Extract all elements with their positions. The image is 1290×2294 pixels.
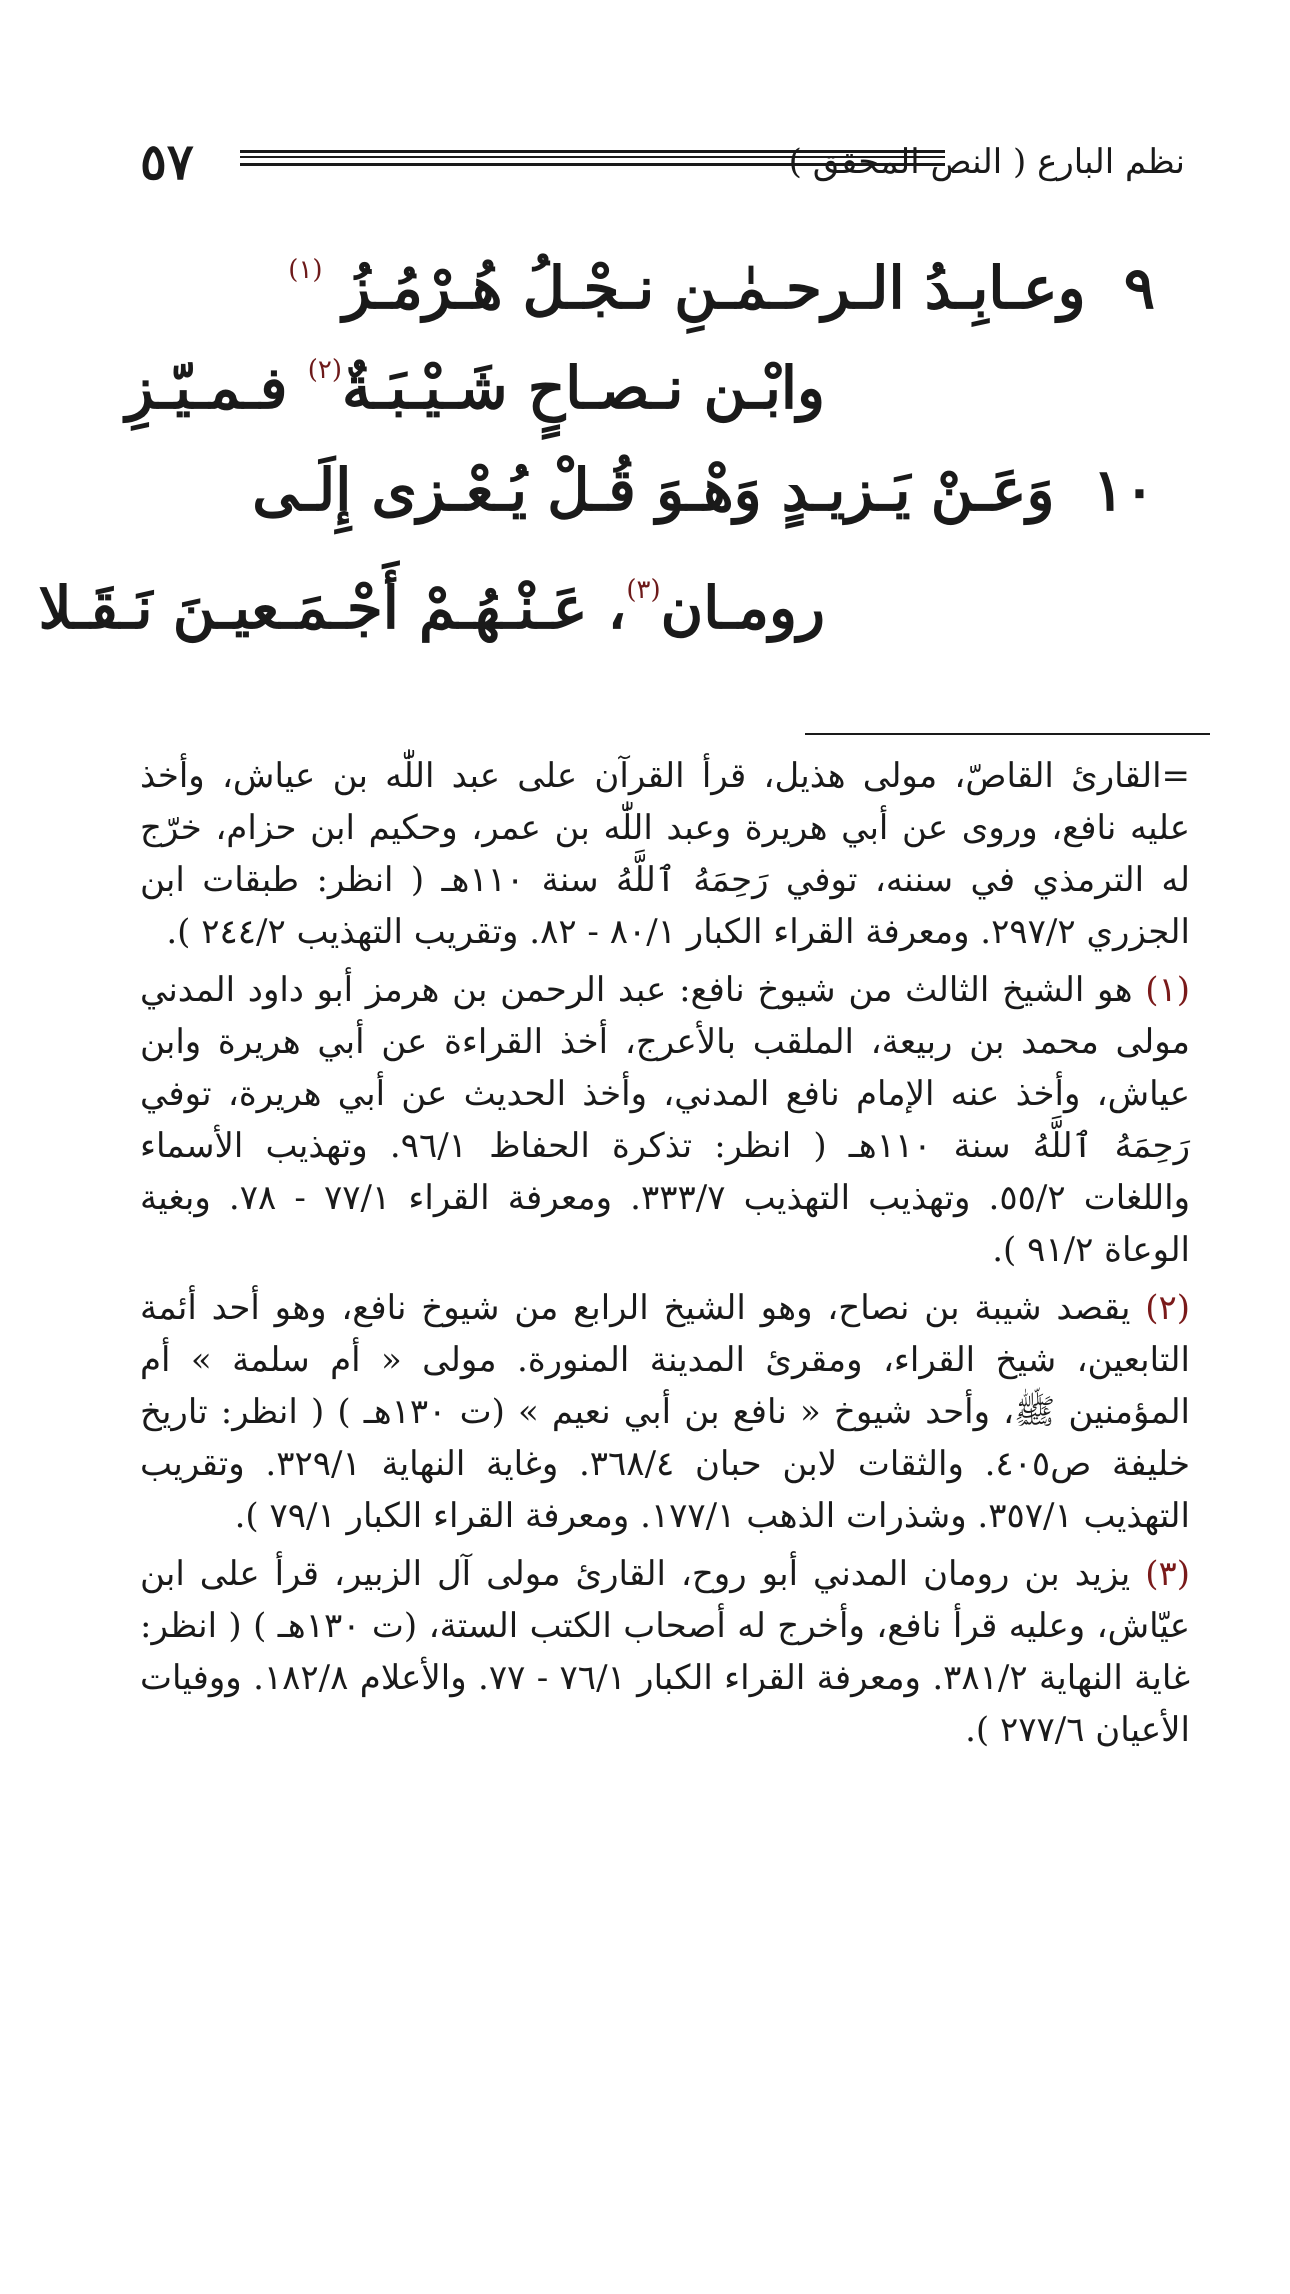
footnote-text: يقصد شيبة بن نصاح، وهو الشيخ الرابع من شيوخ نافع، وهو أحد أئمة التابعين، شيخ القراء، ومقرئ المدينة المنورة. مولى « أم سلمة » أم المؤمنين ﷺ، وأحد شيوخ « نافع بن أبي نعيم » (ت ١٣٠هـ ) ( انظر: تاريخ خليفة ص٤٠٥. والثقات لابن حبان ٣٦٨/٤. وغاية النهاية ٣٢٩/١. وتقريب التهذيب ٣٥٧/١. وشذرات الذهب ١٧٧/١. ومعرفة القراء الكبار ٧٩/١ ). (140, 1288, 1190, 1536)
footnotes-section (140, 750, 1190, 1762)
page-number: ٥٧ (140, 132, 194, 191)
verse-10-second-hemistich (38, 545, 825, 653)
footnote-text: يزيد بن رومان المدني أبو روح، القارئ مولى آل الزبير، قرأ على ابن عيّاش، وعليه قرأ نافع، وأخرج له أصحاب الكتب الستة، (ت ١٣٠هـ ) ( انظر: غاية النهاية ٣٨١/٢. ومعرفة القراء الكبار ٧٦/١ - ٧٧. والأعلام ١٨٢/٨. ووفيات الأعيان ٢٧٧/٦ ). (140, 1554, 1190, 1750)
running-title: نظم البارع ( النص المحقق ) (788, 142, 1185, 182)
footnote-continuation: =القارئ القاصّ، مولى هذيل، قرأ القرآن على عبد اللّٰه بن عياش، وأخذ عليه نافع، وروى عن أبي هريرة وعبد اللّٰه بن عمر، وحكيم ابن حزام، خرّج له الترمذي في سننه، توفي رَحِمَهُ ٱللَّهُ سنة ١١٠هـ ( انظر: طبقات ابن الجزري ٢٩٧/٢. ومعرفة القراء الكبار ٨٠/١ - ٨٢. وتقريب التهذيب ٢٤٤/٢ ). (140, 756, 1191, 952)
verse-9-second-hemistich (126, 325, 825, 433)
verse-text: وعـابِـدُ الـرحـمٰـنِ نـجْـلُ هُـرْمُـزُ (342, 254, 1086, 322)
footnote-label: (٣) (1145, 1554, 1190, 1594)
footnote-3 (140, 1548, 1190, 1756)
verse-number: ٩ (1123, 254, 1155, 322)
verse-text: وَعَـنْ يَـزيـدٍ وَهْـوَ قُـلْ يُـعْـزى إِلَـى (252, 456, 1055, 524)
footnote-label: (٢) (1145, 1288, 1190, 1328)
footnote-1 (140, 964, 1190, 1276)
verse-number: ١٠ (1092, 456, 1155, 524)
footnote-2 (140, 1282, 1190, 1542)
footnote-separator (805, 733, 1210, 735)
page-header (140, 130, 1185, 194)
verse-text: وابْـن نـصـاحٍ شَـيْـبَـةٌ (341, 354, 825, 422)
footnote-ref-2[interactable]: (٢) (307, 355, 342, 385)
footnote-ref-3[interactable]: (٣) (626, 575, 661, 605)
verse-9-first-hemistich (288, 225, 1155, 333)
verse-text: ، عَـنْـهُـمْ أَجْـمَـعيـنَ نَـقَـلا (38, 574, 627, 642)
verse-text: رومـان (660, 574, 825, 642)
footnote-ref-1[interactable]: (١) (288, 255, 323, 285)
footnote-text: هو الشيخ الثالث من شيوخ نافع: عبد الرحمن بن هرمز أبو داود المدني مولى محمد بن ربيعة، الملقب بالأعرج، أخذ القراءة عن أبي هريرة وابن عياش، وأخذ عنه الإمام نافع المدني، وأخذ الحديث عن أبي هريرة، توفي رَحِمَهُ ٱللَّهُ سنة ١١٠هـ ( انظر: تذكرة الحفاظ ٩٦/١. وتهذيب الأسماء واللغات ٥٥/٢. وتهذيب التهذيب ٣٣٣/٧. ومعرفة القراء ٧٧/١ - ٧٨. وبغية الوعاة ٩١/٢ ). (140, 970, 1191, 1270)
verse-text: فـمـيّـزِ (125, 354, 308, 422)
footnote-label: (١) (1145, 970, 1190, 1010)
verse-10-first-hemistich (252, 445, 1155, 535)
